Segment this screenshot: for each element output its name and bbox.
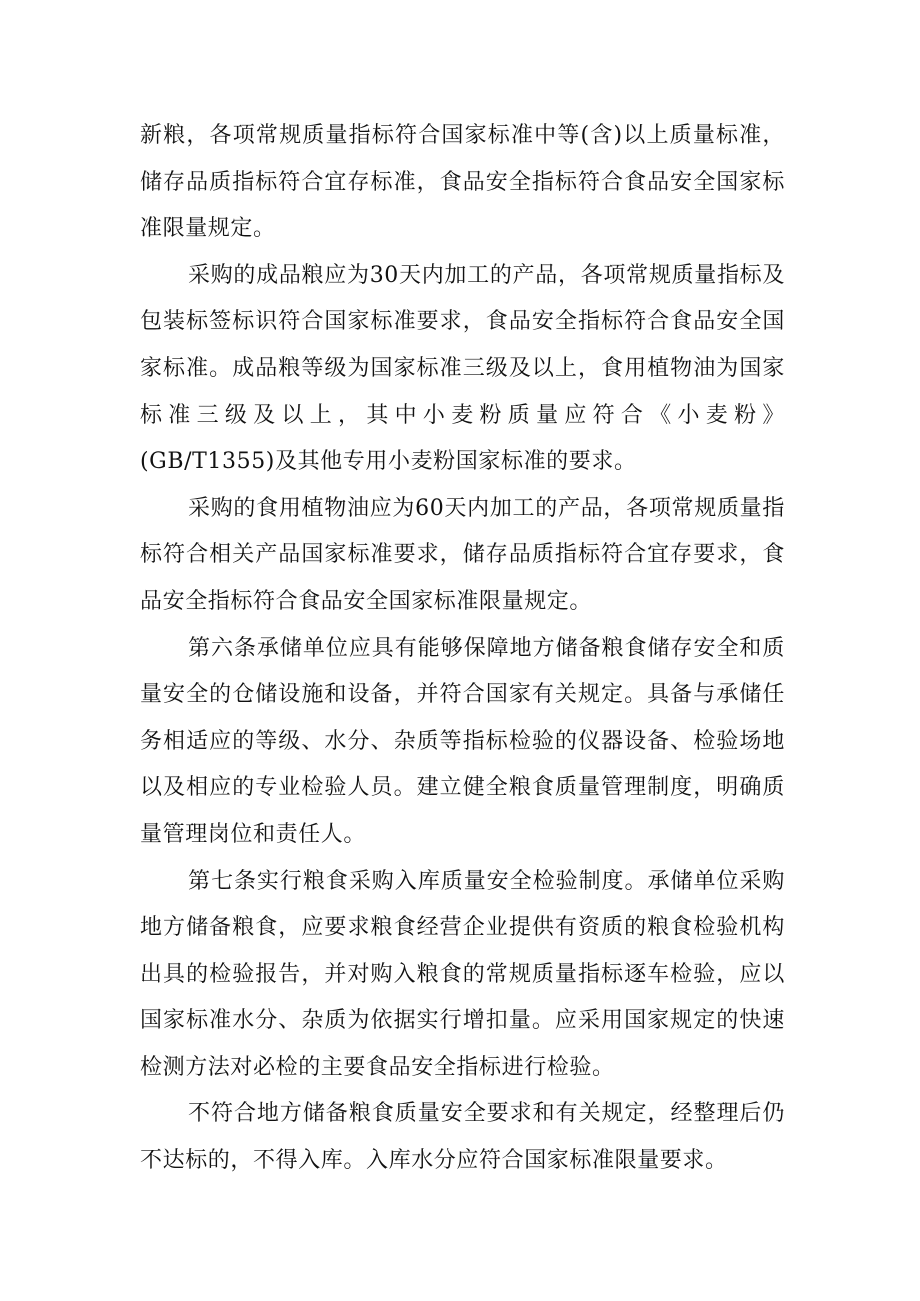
paragraph-article-6: 第六条承储单位应具有能够保障地方储备粮食储存安全和质量安全的仓储设施和设备，并符合国家有关规定。具备与承储任务相适应的等级、水分、杂质等指标检验的仪器设备、检验场地以及相应的专业检验人员。建立健全粮食质量管理制度，明确质量管理岗位和责任人。 [140, 635, 785, 847]
paragraph-continuation: 新粮，各项常规质量指标符合国家标准中等(含)以上质量标准，储存品质指标符合宜存标准，食品安全指标符合食品安全国家标准限量规定。 [140, 123, 785, 242]
paragraph-finished-grain: 采购的成品粮应为30天内加工的产品，各项常规质量指标及包装标签标识符合国家标准要求，食品安全指标符合食品安全国家标准。成品粮等级为国家标准三级及以上，食用植物油为国家标准三级及以上，其中小麦粉质量应符合《小麦粉》(GB/T1355)及其他专用小麦粉国家标准的要求。 [140, 262, 785, 475]
paragraph-nonconforming: 不符合地方储备粮食质量安全要求和有关规定，经整理后仍不达标的，不得入库。入库水分应符合国家标准限量要求。 [140, 1101, 785, 1174]
paragraph-article-7: 第七条实行粮食采购入库质量安全检验制度。承储单位采购地方储备粮食，应要求粮食经营企业提供有资质的粮食检验机构出具的检验报告，并对购入粮食的常规质量指标逐车检验，应以国家标准水分、杂质为依据实行增扣量。应采用国家规定的快速检测方法对必检的主要食品安全指标进行检验。 [140, 868, 785, 1080]
paragraph-edible-oil: 采购的食用植物油应为60天内加工的产品，各项常规质量指标符合相关产品国家标准要求，储存品质指标符合宜存要求，食品安全指标符合食品安全国家标准限量规定。 [140, 495, 785, 614]
document-body [140, 113, 785, 1185]
